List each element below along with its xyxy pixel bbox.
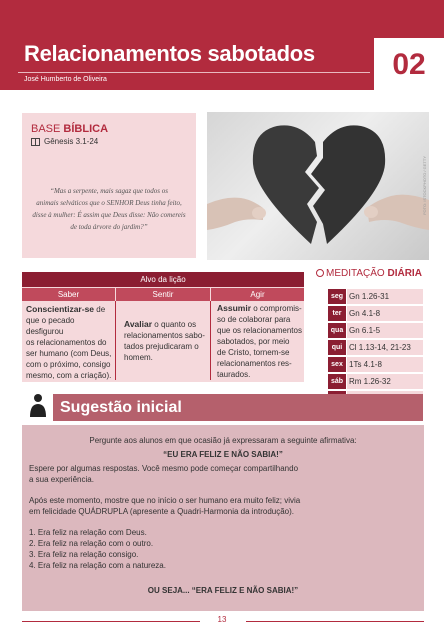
person-icon bbox=[28, 393, 48, 417]
quote-line: animais selváticos que o SENHOR Deus tinha feito, bbox=[36, 199, 182, 207]
heart-right-half bbox=[311, 125, 385, 244]
list-item: 1. Era feliz na relação com Deus. bbox=[29, 528, 147, 537]
column-divider bbox=[115, 301, 116, 380]
quote-line: “Mas a serpente, mais sagaz que todos os bbox=[50, 187, 168, 195]
text-line: so de colaborar para bbox=[217, 315, 291, 324]
paragraph: a sua experiência. bbox=[29, 475, 94, 484]
weekday-label: qui bbox=[328, 340, 346, 355]
text-line: relacionamentos res- bbox=[217, 359, 292, 368]
quote-line: de toda árvore do jardim?” bbox=[70, 223, 148, 231]
page-title: Relacionamentos sabotados bbox=[24, 41, 315, 66]
daily-meditation-title bbox=[316, 268, 422, 279]
text-line: o compromis- bbox=[251, 304, 302, 313]
saber-keyword: Conscientizar-se bbox=[26, 304, 95, 314]
column-header-saber: Saber bbox=[22, 288, 115, 301]
meditation-label: MEDITAÇÃO bbox=[326, 268, 388, 279]
text-line: o quanto os bbox=[152, 320, 197, 329]
reading-reference: Gn 6.1-5 bbox=[347, 323, 423, 338]
column-header-agir: Agir bbox=[211, 288, 304, 301]
right-thumb bbox=[364, 206, 378, 218]
text-line: relacionamentos sabo- bbox=[124, 331, 205, 340]
weekday-label: sáb bbox=[328, 374, 346, 389]
agir-keyword: Assumir bbox=[217, 303, 252, 313]
weekday-label: seg bbox=[328, 289, 346, 304]
bible-reference: Gênesis 3.1-24 bbox=[44, 137, 99, 146]
text-line: homem. bbox=[124, 353, 153, 362]
text-line: com o próximo, consigo bbox=[26, 360, 111, 369]
text-line: sabotados, por meio bbox=[217, 337, 290, 346]
lesson-goals-table bbox=[22, 272, 304, 382]
book-icon bbox=[31, 138, 40, 146]
list-item: 4. Era feliz na relação com a natureza. bbox=[29, 561, 166, 570]
page-header bbox=[0, 0, 444, 90]
paragraph: Pergunte aos alunos em que ocasião já expressaram a seguinte afirmativa: bbox=[89, 436, 357, 445]
text-line: tados prejudicaram o bbox=[124, 342, 199, 351]
quote-line: disse à mulher: É assim que Deus disse: Não comereis bbox=[32, 211, 186, 219]
text-line: que o pecado desfigurou bbox=[26, 316, 75, 336]
suggestion-box bbox=[22, 425, 424, 611]
footer-rule-left bbox=[22, 621, 200, 622]
saber-text bbox=[26, 304, 113, 381]
author-name: José Humberto de Oliveira bbox=[24, 76, 107, 83]
base-label: BASE bbox=[31, 123, 64, 135]
paragraph: em felicidade QUÁDRUPLA (apresente a Quadri-Harmonia da introdução). bbox=[29, 507, 295, 516]
list-item: 3. Era feliz na relação consigo. bbox=[29, 550, 139, 559]
biblica-label: BÍBLICA bbox=[63, 123, 109, 135]
reading-reference: 1Ts 4.1-8 bbox=[347, 357, 423, 372]
footer-rule-right bbox=[246, 621, 424, 622]
meditation-row bbox=[328, 340, 423, 355]
meditation-icon bbox=[316, 269, 324, 277]
text-line: os relacionamentos do bbox=[26, 338, 107, 347]
text-line: de Cristo, tornem-se bbox=[217, 348, 290, 357]
weekday-label: sex bbox=[328, 357, 346, 372]
broken-heart-illustration bbox=[207, 112, 429, 260]
lesson-goals-title: Alvo da lição bbox=[22, 272, 304, 287]
list-item: 2. Era feliz na relação com o outro. bbox=[29, 539, 154, 548]
quote-text: “EU ERA FELIZ E NÃO SABIA!” bbox=[163, 450, 283, 459]
photo-credit: FOTO: ISTOCKPHOTO / GETTY bbox=[422, 156, 427, 215]
paragraph: Espere por algumas respostas. Você mesmo pode começar compartilhando bbox=[29, 464, 299, 473]
reading-reference: Gn 4.1-8 bbox=[347, 306, 423, 321]
text-line: mesmo, com a criação). bbox=[26, 371, 112, 380]
bible-quote bbox=[28, 185, 190, 233]
reading-reference: Gn 1.26-31 bbox=[347, 289, 423, 304]
text-line: ser humano (com Deus, bbox=[26, 349, 112, 358]
text-line: taurados. bbox=[217, 370, 251, 379]
agir-text bbox=[217, 303, 302, 380]
page-number: 13 bbox=[217, 615, 227, 624]
meditation-row bbox=[328, 374, 423, 389]
header-divider bbox=[18, 72, 370, 73]
left-thumb bbox=[252, 207, 266, 219]
broken-heart-photo bbox=[207, 112, 429, 260]
diaria-label: DIÁRIA bbox=[387, 268, 422, 279]
lesson-number: 02 bbox=[374, 38, 444, 90]
meditation-row bbox=[328, 357, 423, 372]
column-header-sentir: Sentir bbox=[116, 288, 210, 301]
text-line: de bbox=[94, 305, 106, 314]
column-divider bbox=[210, 301, 211, 380]
reading-reference: Cl 1.13-14, 21-23 bbox=[347, 340, 423, 355]
sentir-keyword: Avaliar bbox=[124, 319, 153, 329]
base-biblica-box bbox=[22, 113, 196, 258]
text-line: que os relacionamentos bbox=[217, 326, 302, 335]
weekday-label: qua bbox=[328, 323, 346, 338]
meditation-row bbox=[328, 289, 423, 304]
closing-text: OU SEJA... “ERA FELIZ E NÃO SABIA!” bbox=[147, 586, 299, 595]
meditation-row bbox=[328, 306, 423, 321]
base-biblica-title bbox=[31, 123, 108, 135]
sentir-text bbox=[124, 319, 208, 363]
section-title: Sugestão inicial bbox=[53, 394, 423, 421]
heart-left-half bbox=[253, 125, 319, 244]
paragraph: Após este momento, mostre que no início o ser humano era muito feliz; vivia bbox=[29, 496, 301, 505]
reading-reference: Rm 1.26-32 bbox=[347, 374, 423, 389]
weekday-label: ter bbox=[328, 306, 346, 321]
meditation-row bbox=[328, 323, 423, 338]
